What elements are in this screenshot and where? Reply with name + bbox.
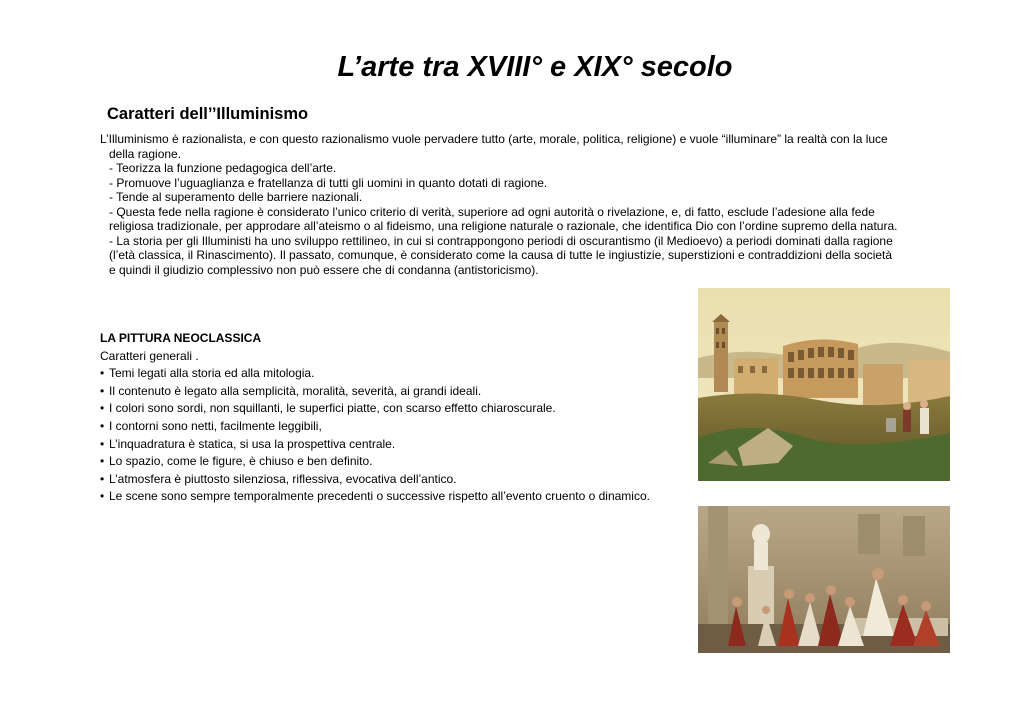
- enlightenment-point: - Questa fede nella ragione è considerato l’unico criterio di verità, superiore ad ogni autorità o rivelazione, e, di fatto, esclude l’adesione alla fede religiosa tradizionale, per approdare all’ateismo o al fideismo, una religione naturale o razionale, che identifica Dio con l’ordine supremo della natura.: [109, 204, 898, 233]
- list-item: • I contorni sono netti, facilmente leggibili,: [100, 418, 680, 436]
- enlightenment-point: - Promuove l’uguaglianza e fratellanza di tutti gli uomini in quanto dotati di ragione.: [109, 175, 548, 190]
- list-item: • L’inquadratura è statica, si usa la prospettiva centrale.: [100, 436, 680, 454]
- colosseum-landscape-image: [698, 288, 950, 481]
- enlightenment-point: - Tende al superamento delle barriere nazionali.: [109, 190, 363, 204]
- death-of-caesar-painting: [698, 506, 950, 653]
- enlightenment-point: - La storia per gli Illuministi ha uno sviluppo rettilineo, in cui si contrappongono periodi di oscurantismo (il Medioevo) a periodi dominati dalla ragione (l’età classica, il Rinascimento). Il passato, comunque, è considerato come la causa di tutte le ingiustizie, superstizioni e contraddizioni della società e quindi il giudizio complessivo non può essere che di condanna (antistoricismo).: [109, 233, 893, 277]
- enlightenment-heading: Caratteri dell’’Illuminismo: [107, 105, 309, 123]
- enlightenment-point: - Teorizza la funzione pedagogica dell’arte.: [109, 161, 337, 175]
- enlightenment-text: [100, 132, 900, 277]
- neoclassical-subheading: Caratteri generali .: [100, 348, 199, 363]
- list-item: • L’atmosfera è piuttosto silenziosa, riflessiva, evocativa dell’antico.: [100, 471, 680, 489]
- neoclassical-list: [100, 365, 680, 506]
- death-of-caesar-image: [698, 506, 950, 653]
- neoclassical-heading: LA PITTURA NEOCLASSICA: [100, 331, 262, 345]
- list-item: • Temi legati alla storia ed alla mitologia.: [100, 365, 680, 383]
- list-item: • I colori sono sordi, non squillanti, le superfici piatte, con scarso effetto chiaroscurale.: [100, 400, 680, 418]
- page-title: L’arte tra XVIII° e XIX° secolo: [337, 51, 733, 83]
- list-item: • Le scene sono sempre temporalmente precedenti o successive rispetto all’evento cruento o dinamico.: [100, 488, 680, 506]
- colosseum-landscape-painting: [698, 288, 950, 481]
- enlightenment-intro: L’Illuminismo è razionalista, e con questo razionalismo vuole pervadere tutto (arte, morale, politica, religione) e vuole “illuminare” la realtà con la luce della ragione.: [100, 132, 888, 161]
- neoclassical-painting-section: [100, 330, 680, 506]
- list-item: • Lo spazio, come le figure, è chiuso e ben definito.: [100, 453, 680, 471]
- list-item: • Il contenuto è legato alla semplicità, moralità, severità, ai grandi ideali.: [100, 383, 680, 401]
